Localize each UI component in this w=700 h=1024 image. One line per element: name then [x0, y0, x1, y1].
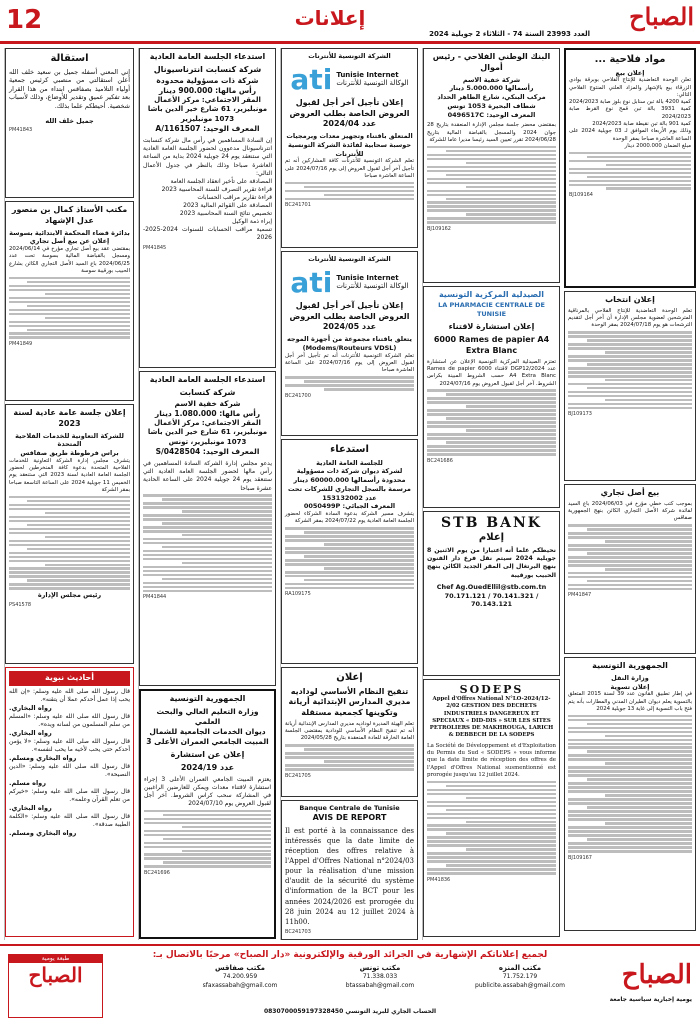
ad-company: شركة كنسابت	[179, 387, 236, 397]
ad-title: إعلان استشارة لاقتناء	[448, 322, 535, 332]
agenda-item: المصادقة على تأخير انعقاد الجلسة العامة	[170, 177, 272, 185]
ad-reference: PM41843	[9, 127, 33, 134]
ad-title-fr: Appel d'Offres National N°LO-2024/12-2/02 GESTION DES DECHETS INDUSTRIELS DANGEREUX ET SPECIAUX « DID-DIS » SUR LES SITES PETROLIERS DE MAKHROUGA, LARICH & DEBBECH DE LA SODEPS	[429, 696, 554, 739]
text-lines	[568, 524, 692, 590]
hadith-item: قال رسول الله صلى الله عليه وسلم: «الدين النصيحة».	[9, 762, 130, 778]
office-phone: 71.338.033	[362, 973, 398, 981]
ad-title: إعلام	[478, 532, 505, 543]
ad-title: إعلان انتخاب	[605, 295, 655, 304]
sodeps-logo: SODEPS	[459, 683, 524, 696]
ad-subtitle: وزارة النقل	[611, 673, 649, 682]
column-5	[4, 48, 134, 940]
ad-bct-report	[281, 800, 418, 940]
ad-contact-email: Chef Ag.OuedEllil@stb.com.tn	[436, 582, 547, 591]
agenda-item: قراءة تقارير مراقب الحسابات	[197, 193, 272, 201]
text-lines	[285, 744, 414, 771]
ad-reference: BJ109164	[569, 192, 593, 199]
ad-notary	[5, 201, 134, 401]
ad-heading: إعلان عن بيع أصل تجاري	[29, 237, 110, 246]
ad-text: تعلم الوحدة التعاضدية للإنتاج الفلاحي بالمرناقية المترشحين لعضوية مجلس الإدارة أن آخر أجل لتقديم الترشحات هو يوم 2024/07/18 بمقر الوحدة	[568, 307, 692, 329]
ad-id: المعرف الوحيد: 1161507/A	[155, 124, 260, 134]
text-lines	[568, 715, 692, 853]
ad-text: تعلم الشركة التونسية للأنترنات كافة المشاركين أنه تم تأجيل آخر أجل لقبول العروض إلى يوم 2024/07/16 على الساعة العاشرة صباحا	[285, 158, 414, 180]
ad-text: مبلغ الضمان 2000.000 دينار	[624, 142, 691, 149]
page-number: 12	[6, 5, 43, 35]
ad-title: إعلان تأجيل آخر أجل لقبول العروض الخاصة بطلب العروض عدد 2024/05	[289, 300, 410, 332]
ati-logo-text	[336, 71, 408, 88]
ad-amicale	[281, 667, 418, 797]
ad-company: لشركة ديوان شركة ذات مسؤولية محدودة رأسمالها 60000.000 دينار	[293, 467, 406, 485]
ati-logo-en: Tunisie Internet	[336, 70, 399, 79]
ati-logo-block	[285, 266, 414, 299]
ad-form: شركة ذات مسؤولية محدودة	[156, 75, 259, 85]
ad-item: كمية 901 بالة تبن نقيطة صابة 2024/2023	[592, 121, 691, 128]
ad-reference: BC241686	[427, 457, 453, 464]
ad-org: الشركة التونسية للأنترنات	[308, 52, 391, 60]
ad-title: الجمهورية التونسية	[592, 661, 668, 670]
ad-item: 6000 Rames de papier A4 Extra Blanc	[433, 335, 550, 355]
ad-item: كمية 3931 بالة تبن قمح نوع القرط صابة 2024/2023	[569, 106, 691, 120]
ad-subtitle: المتعلق باقتناء وتجهيز معدات وبرمجيات حوسبة سحابية لفائدة الشركة التونسية للأنترنات	[286, 132, 413, 158]
bct-logo: Banque Centrale de Tunisie	[299, 804, 400, 812]
ad-text: تعلم الشركة التونسية للأنترنات أنه تم تأجيل آخر أجل لقبول العروض إلى يوم 2024/07/16 على الساعة العاشرة صباحا	[285, 352, 414, 374]
ad-org: الشركة التونسية للأنترنات	[308, 255, 391, 263]
hadith-source: رواه البخاري ومسلم.	[9, 828, 77, 837]
ad-contact-phone: 70.171.121 / 70.141.321 / 70.143.121	[444, 591, 539, 609]
issue-line: العدد 23993 السنة 74 - الثلاثاء 2 جويلية 2024	[429, 30, 590, 38]
column-4	[138, 48, 276, 940]
office-email: btassabah@gmail.com	[345, 981, 415, 989]
agenda-item: المصادقة على القوائم المالية 2023	[183, 202, 272, 210]
ad-title: استدعاء	[330, 444, 369, 455]
text-lines	[568, 331, 692, 409]
text-lines	[569, 152, 691, 190]
footer-office-hq	[460, 964, 580, 990]
ad-title: البنك الوطني الفلاحي - رئيس أموال	[432, 52, 551, 72]
office-label: مكتب صفاقس	[214, 964, 266, 972]
office-label: مكتب المنزه	[498, 964, 542, 972]
hadith-item: قال رسول الله صلى الله عليه وسلم: «إن الله يحب إذا عمل أحدكم عملا أن يتقنه».	[9, 687, 130, 703]
ad-reference: PM41845	[143, 244, 167, 251]
ad-form: شركة خفية الاسم	[174, 398, 241, 408]
ad-id: المعرف الوحيد: 0428504/S	[155, 447, 260, 457]
hadith-box	[5, 667, 134, 937]
ad-ati-2	[281, 251, 418, 436]
ad-stb-bank	[423, 511, 560, 676]
ad-consabt-intl	[139, 48, 276, 368]
pharmacy-logo: الصيدلية المركزية التونسية	[438, 290, 545, 299]
hadith-item: قال رسول الله صلى الله عليه وسلم: «الكلمة الطيبة صدقة».	[9, 812, 130, 828]
ad-title: إعلان	[336, 672, 363, 683]
ad-address: مرسمة بالسجل التجاري للشركات تحت عدد 153132002	[288, 484, 411, 502]
hadith-source: رواه البخاري.	[9, 803, 52, 812]
office-email: sfaxassabah@gmail.com	[202, 981, 278, 989]
text-lines	[143, 494, 272, 592]
ad-capital: رأس مالها: 1.080.000 دينار	[154, 408, 261, 418]
ad-title: إعلان جلسة عامة عادية لسنة 2023	[13, 408, 126, 428]
ad-resignation	[5, 48, 134, 198]
ad-election	[564, 291, 696, 481]
footer-office-sfax	[180, 964, 300, 990]
ad-reference: BC241696	[144, 870, 170, 877]
mini-logo-name: الصباح	[28, 963, 83, 988]
ad-address: براس فرطوطة طريق صفاقس	[20, 449, 119, 458]
ati-logo-ar: الوكالة التونسية للأنترنات	[336, 282, 409, 291]
text-lines	[285, 376, 414, 391]
ad-subtitle: تنقيح النظام الأساسي لوداديه مديري المدارس الإبتدائية أريانة وتكوينها كجمعية مستقلة	[288, 686, 411, 718]
ad-subtitle: إعلان عن استشارة	[170, 750, 245, 760]
footer-rib: الحساب الجاري للبريد التونسي 0830700059197328450	[263, 1008, 437, 1015]
footer-logo: الصباح	[621, 960, 692, 990]
ad-signature: جميل خلف الله	[45, 116, 94, 125]
stb-logo: STB BANK	[441, 515, 542, 531]
page-header	[0, 0, 700, 44]
ad-org: وزارة التعليم العالي والبحث العلمي	[156, 706, 259, 726]
ad-text: تعلن الوحدة التعاضدية للإنتاج الفلاحي بوبرقة بوادي الزرقاء بيع بالإشهار والمزاد العلني المنتوج الفلاحي التالي:	[569, 77, 691, 98]
ad-capital: رأسمالها 5.000.000 دينار	[449, 84, 534, 93]
ad-number: عدد 2024/19	[180, 763, 235, 773]
hadith-source: رواه البخاري ومسلم.	[9, 753, 77, 762]
ad-address: مركب البنكي، شارع الطاهر الحداد شطاف البحيرة 1053 تونس	[437, 93, 546, 110]
ad-text-fr: Il est porté à la connaissance des intéressés que la date limite de réception des offres relative à l'Appel d'Offres National n°2024/03 pour la réalisation d'une mission d'audit de la sécurité du système d'information de la BCT pour les années 2024/2026 est prorogée du 28 juin 2024 au 12 juillet 2024 à 11h00.	[285, 826, 414, 926]
ad-text: بمقتضى عقد بيع أصل تجاري مؤرخ في 2024/06/14 ومسجل بالقباضة المالية بسوسة تحت عدد 2024/06/25 باع السيد الأصل التجاري الكائن بشارع الحبيب بورقيبة سوسة	[9, 246, 130, 275]
ad-text: وذلك يوم الأربعاء الموافق لـ 03 جويلية 2024 على الساعة العاشرة صباحا بمقر الوحدة	[569, 128, 691, 142]
ad-pharmacie-centrale	[423, 286, 560, 508]
ati-logo-en: Tunisie Internet	[336, 273, 399, 282]
hadith-item: قال رسول الله صلى الله عليه وسلم: «المسلم من سلم المسلمون من لسانه ويده».	[9, 712, 130, 728]
ad-org: ديوان الخدمات الجامعية للشمال	[149, 727, 266, 737]
column-3	[280, 48, 418, 940]
ad-id: المعرف الجبائي: 0050499P	[303, 502, 396, 511]
section-title: إعلانات	[294, 6, 366, 30]
ad-text: تعلم الهيئة المديرة لوداديه مديري المدارس الإبتدائية أريانة أنه تم تنقيح النظام الأساسي للودادية بمقتضى الجلسة العامة الخارقة للعادة المنعقدة بتاريخ 2024/05/28	[285, 720, 414, 742]
ad-reference: BC241703	[285, 928, 311, 935]
ad-cooperative	[5, 404, 134, 664]
text-lines	[9, 277, 130, 339]
ad-text: يتشرف مجلس إدارة الشركة التعاونية للخدمات الفلاحية المتحدة بدعوة كافة المنخرطين لحضور الجلسة العامة العادية لسنة 2023 التي ستنعقد يوم الخميس 11 جويلية 2024 على الساعة التاسعة صباحا بمقر الشركة	[9, 457, 130, 494]
ad-title: إعلان تأجيل آخر أجل لقبول العروض الخاصة بطلب العروض عدد 2024/04	[289, 97, 410, 129]
ad-reference: PM41849	[9, 341, 33, 348]
ad-reference: BJ109173	[568, 411, 592, 418]
ati-logo: ati	[290, 265, 333, 299]
footer-title: لجميع إعلاناتكم الإشهارية في الجرائد الورقية والإلكترونية «دار الصباح» مرحبًا بالاتصال بـ:	[152, 950, 548, 960]
ad-reference: BC241700	[285, 392, 311, 399]
ad-reference: BJ109167	[568, 854, 592, 861]
ad-reference: RA109175	[285, 591, 311, 598]
newspaper-logo: الصباح	[629, 2, 694, 31]
office-phone: 74.200.959	[222, 973, 258, 981]
ad-title: AVIS DE REPORT	[312, 812, 387, 822]
hadith-item: قال رسول الله صلى الله عليه وسلم: «لا يؤمن أحدكم حتى يحب لأخيه ما يحب لنفسه».	[9, 737, 130, 753]
column-1	[564, 48, 696, 940]
hadith-item: قال رسول الله صلى الله عليه وسلم: «خيركم من تعلم القرآن وعلمه».	[9, 787, 130, 803]
ad-org: المبيت الجامعي العمران الأعلى 3	[146, 737, 269, 747]
ad-text: بموجب كتب خطي مؤرخ في 2024/06/03 باع السيد لفائدة شركة الأصل التجاري الكائن بنهج الجمهورية صفاقس	[568, 500, 692, 522]
ad-title: استدعاء الجلسة العامة العادية	[149, 375, 266, 384]
ad-text-fr: La Société de Développement et d'Exploitation du Permis du Sud « SODEPS » vous informe que la date limite de réception des offres de l'Appel d'Offres National susmentionné est prorogée jusqu'au 12 juillet 2024.	[427, 742, 556, 778]
ad-title: الجمهورية التونسية	[169, 694, 246, 703]
office-email: publicite.assabah@gmail.com	[475, 981, 565, 989]
ad-item: كمية 4200 بالة تبن سنابل نوع بلوز صابة 2024/2023	[569, 99, 691, 106]
ad-text: نحيطكم علما أنه اعتبارا من يوم الاثنين 8 جويلية 2024 سيتم نقل فرع دار الفنون بنهج البرتغال إلى المقر الجديد الكائن بنهج الحبيب بورقيبة	[427, 546, 556, 579]
column-2	[422, 48, 560, 940]
ad-subtitle: إعلان تسوية	[610, 682, 650, 691]
ad-subtitle: يتعلق باقتناء مجموعة من أجهزة الموجه (Modems/Routeurs VDSL)	[286, 335, 412, 352]
text-lines	[427, 781, 556, 875]
text-lines	[285, 182, 414, 201]
ad-signature: رئيس مجلس الإدارة	[37, 591, 102, 600]
ad-subtitle: بدائرة قضاء المحكمة الابتدائية بسوسة	[9, 228, 130, 237]
ad-reference: PS41578	[9, 602, 32, 609]
ad-subtitle: للشركة التعاونية للخدمات الفلاحية المتحدة	[15, 431, 124, 449]
ad-title: استدعاء الجلسة العامة العادية	[149, 52, 266, 61]
hadith-title: أحاديث نبوية	[9, 671, 130, 686]
hadith-source: رواه البخاري.	[9, 703, 52, 712]
ad-capital: رأس مالها: 900.000 دينار	[158, 85, 257, 95]
mini-logo-tagline: طبعة يومية	[9, 955, 102, 963]
agenda-item: تخصيص نتائج السنة المحاسبية 2023	[179, 210, 272, 218]
ad-agri-sale	[564, 48, 696, 288]
ad-reference: BJ109162	[427, 226, 451, 232]
ad-reference: BC241705	[285, 772, 311, 779]
ad-reference: BC241701	[285, 202, 311, 209]
ad-subtitle: إعلان بيع	[615, 68, 645, 77]
page-footer	[0, 944, 700, 1024]
ad-ati-1	[281, 48, 418, 248]
pharmacy-logo-fr: LA PHARMACIE CENTRALE DE TUNISIE	[438, 300, 545, 318]
ati-logo-ar: الوكالة التونسية للأنترنات	[336, 79, 409, 88]
ati-logo-text	[336, 274, 408, 291]
ad-business-sale	[564, 484, 696, 654]
ad-text: يتشرف مسير الشركة بدعوة السادة الشركاء لحضور الجلسة العامة العادية يوم 2024/07/22 بمقر الشركة	[285, 511, 414, 525]
ad-transport-ministry	[564, 657, 696, 931]
ad-consabt	[139, 371, 276, 686]
ad-address: المقر الاجتماعي: مركز الأعمال مونبليزير، 61 شارع خير الدين باشا 1073 مونبليزير	[147, 95, 268, 123]
hadith-source: رواه مسلم.	[9, 778, 46, 787]
ad-university-residence	[139, 689, 276, 939]
office-label: مكتب تونس	[359, 964, 401, 972]
ad-text: يدعو مجلس إدارة الشركة السادة المساهمين في رأس مالها لحضور الجلسة العامة العادية التي ستنعقد يوم 24 جويلية 2024 على الساعة الحادية عشرة صباحا	[143, 460, 273, 492]
ad-diwan-assembly	[281, 439, 418, 664]
ad-subtitle: شركة خفية الاسم	[462, 75, 521, 84]
text-lines	[285, 527, 414, 589]
ad-text: يعتزم المبيت الجامعي العمران الأعلى 3 إجراء استشارة لاقتناء معدات ويمكن للعارضين الراغبين في المشاركة سحب كراس الشروط. آخر أجل لقبول العروض يوم 2024/07/10	[144, 775, 271, 808]
ad-title: بيع أصل تجاري	[600, 488, 660, 497]
ad-id: المعرف الوحيد: 0496517C	[447, 110, 536, 119]
text-lines	[9, 496, 130, 590]
ad-sodeps	[423, 679, 560, 937]
footer-office-tunis	[320, 964, 440, 990]
ad-title: استقالة	[50, 53, 89, 64]
text-lines	[427, 146, 556, 224]
ad-address: المقر الاجتماعي: مركز الأعمال مونبليزير، 61 شارع خير الدين باشا 1073 مونبليزير، تونس	[147, 418, 268, 446]
ad-title: مكتب الأستاذ كمال بن منصور عدل الإشهاد	[11, 205, 128, 225]
ati-logo-block	[285, 63, 414, 96]
ad-text: إن السادة المساهمين في رأس مال شركة كنسابت انترناسيونال مدعوون لحضور الجلسة العامة العادية التي ستنعقد يوم 24 جويلية 2024 بداية من الساعة العاشرة صباحا وذلك بالنظر في جدول الأعمال التالي:	[143, 137, 273, 177]
ati-logo: ati	[290, 62, 333, 96]
ad-text: بمقتضى محضر جلسة مجلس الإدارة المنعقدة بتاريخ 28 جوان 2024 والمسجل بالقباضة المالية بتاريخ 2024/06/28 تقرر تعيين السيد رئيسا مديرا عاما للشركة	[427, 122, 556, 144]
ad-text: تعتزم الصيدلية المركزية التونسية الإعلان عن استشارة عدد 2024/DGP12 لاقتناء 6000 Rames de papier A4 Extra Blanc حسب الشروط المبينة بكراس الشروط. آخر أجل لقبول العروض يوم 2024/07/16	[427, 358, 557, 387]
footer-mini-logo	[8, 954, 103, 1018]
office-phone: 71.752.179	[502, 973, 538, 981]
ad-reference: PM41844	[143, 594, 167, 601]
ad-reference: PM41836	[427, 876, 451, 883]
agenda-item: إبراء ذمة الوكيل	[232, 218, 272, 226]
ad-bna-notice	[423, 48, 560, 283]
ad-subtitle: للجلسة العامة العادية	[316, 458, 383, 467]
agenda-item: تسمية مراقب الحسابات للسنوات 2024-2025-2026	[143, 226, 272, 242]
ad-text: إني المعني أسفله جميل بن سعيد خلف الله أعلن استقالتي من منصبي كرئيس جمعية أولياء التلاميذ بصفاقس ابتداء من هذا القرار بعد تفكير عميق وتقدير للأوضاع، وذلك لأسباب شخصية. أحيطكم علما بذلك.	[9, 67, 130, 111]
footer-tagline: يومية إخبارية سياسية جامعة	[609, 996, 692, 1003]
text-lines	[144, 810, 271, 868]
ad-reference: PM41847	[568, 592, 592, 599]
text-lines	[427, 389, 556, 455]
ad-title: مواد فلاحية ...	[594, 54, 666, 65]
hadith-source: رواه البخاري.	[9, 728, 52, 737]
agenda-item: قراءة تقرير التصرف للسنة المحاسبية 2023	[161, 185, 272, 193]
ad-text: في إطار تطبيق القانون عدد 39 لسنة 2015 المتعلق بالتسوية يعلم ديوان الطيران المدني والمطارات بأنه يتم فتح باب التسوية إلى غاية 13 جويلية 2024	[568, 691, 693, 712]
ad-company: شركة كنسابت انترناسيونال	[153, 64, 262, 74]
